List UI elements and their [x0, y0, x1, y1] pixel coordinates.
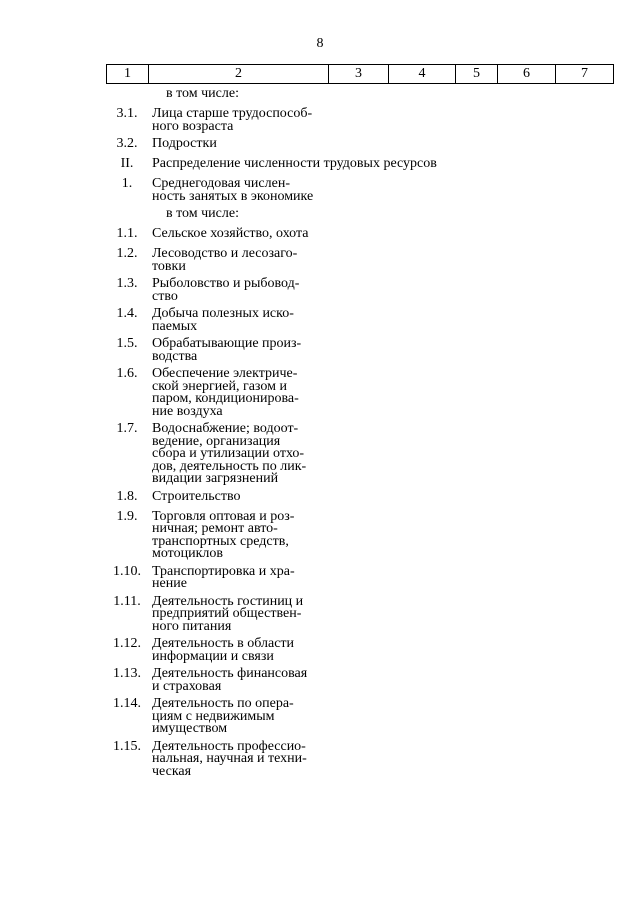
- row-label-line: Подростки: [152, 136, 217, 151]
- table-body: [0, 88, 640, 783]
- row-label-line: товки: [152, 258, 186, 274]
- row-number: 3.2.: [116, 136, 138, 151]
- table-row: [0, 593, 640, 634]
- row-label-line: сбора и утилизации отхо-: [152, 446, 305, 461]
- row-label: [152, 178, 332, 203]
- row-number: 1.12.: [113, 636, 141, 651]
- row-number: 1.4.: [116, 306, 138, 321]
- row-label-line: в том числе:: [166, 206, 239, 221]
- row-label-line: Рыболовство и рыбовод-: [152, 276, 300, 291]
- row-label-line: Деятельность гостиниц и: [152, 593, 304, 609]
- row-number: 1.10.: [113, 563, 141, 579]
- table-row: [0, 138, 640, 153]
- row-label: [152, 668, 332, 693]
- table-row: [0, 698, 640, 736]
- row-number: 3.1.: [116, 106, 138, 121]
- row-label-line: ческая: [152, 763, 192, 779]
- row-label-line: ного возраста: [152, 118, 234, 134]
- table-row: [0, 308, 640, 333]
- row-label: [152, 638, 332, 663]
- row-number: 1.8.: [116, 488, 138, 504]
- row-label: [152, 338, 332, 363]
- page-number: 8: [316, 36, 324, 51]
- row-label-line: Обеспечение электриче-: [152, 366, 298, 381]
- row-label-line: предприятий обществен-: [152, 606, 302, 621]
- row-label-line: ведение, организация: [152, 433, 281, 449]
- table-row: [0, 178, 640, 203]
- row-label-line: Сельское хозяйство, охота: [152, 226, 309, 241]
- row-label-line: ность занятых в экономике: [152, 188, 314, 204]
- row-number: 1.5.: [116, 336, 138, 351]
- column-header-6: 6: [498, 65, 556, 84]
- row-label: [152, 593, 332, 634]
- column-header-1: 1: [107, 65, 149, 84]
- row-label-line: Деятельность в области: [152, 636, 295, 651]
- row-number: 1.2.: [116, 246, 138, 261]
- row-label-line: дов, деятельность по лик-: [152, 458, 307, 474]
- row-label: [152, 368, 332, 418]
- row-number: 1.11.: [113, 593, 141, 609]
- row-label-line: ние воздуха: [152, 403, 223, 419]
- row-label: [152, 698, 332, 736]
- row-label: [152, 138, 332, 151]
- row-label-line: транспортных средств,: [152, 533, 289, 549]
- row-label-line: Торговля оптовая и роз-: [152, 508, 295, 524]
- column-header-2: 2: [149, 65, 329, 84]
- row-number: 1.9.: [116, 508, 138, 524]
- row-label-line: нальная, научная и техни-: [152, 751, 307, 766]
- row-label: [152, 108, 332, 133]
- row-number: 1.15.: [113, 738, 141, 754]
- table-row: [0, 228, 640, 243]
- column-header-5: 5: [456, 65, 498, 84]
- row-label-line: в том числе:: [166, 86, 239, 101]
- row-label: [166, 88, 346, 101]
- table-row: [0, 208, 640, 223]
- row-label-line: ство: [152, 288, 178, 304]
- row-number: 1.13.: [113, 666, 141, 681]
- column-header-4: 4: [389, 65, 456, 84]
- row-label-line: ской энергией, газом и: [152, 378, 287, 394]
- row-label: [152, 158, 492, 171]
- row-label-line: ничная; ремонт авто-: [152, 521, 278, 536]
- row-label: [166, 208, 346, 221]
- column-header-row: [106, 64, 614, 84]
- table-row: [0, 158, 640, 173]
- row-label: [152, 423, 332, 486]
- row-label-line: водства: [152, 348, 198, 364]
- row-label-line: мотоциклов: [152, 546, 223, 561]
- table-row: [0, 638, 640, 663]
- table-row: [0, 338, 640, 363]
- row-label-line: Добыча полезных иско-: [152, 306, 294, 321]
- row-label-line: Транспортировка и хра-: [152, 563, 295, 579]
- table-row: [0, 668, 640, 693]
- row-label: [152, 563, 332, 591]
- row-label-line: паемых: [152, 318, 198, 334]
- table-row: [0, 423, 640, 486]
- table-row: [0, 248, 640, 273]
- table-row: [0, 368, 640, 418]
- column-header-3: 3: [329, 65, 389, 84]
- table-row: [0, 488, 640, 506]
- table-row: [0, 563, 640, 591]
- row-label-line: информации и связи: [152, 648, 274, 664]
- table-row: [0, 278, 640, 303]
- row-label: [152, 308, 332, 333]
- row-number: 1.7.: [116, 421, 138, 436]
- row-label-line: Деятельность по опера-: [152, 696, 294, 711]
- row-number: 1.: [121, 176, 133, 191]
- row-label: [152, 488, 332, 504]
- row-label-line: Деятельность финансовая: [152, 666, 308, 681]
- row-label-line: Обрабатывающие произ-: [152, 336, 302, 351]
- row-label: [152, 738, 332, 779]
- row-label-line: Лица старше трудоспособ-: [152, 106, 313, 121]
- row-label: [152, 278, 332, 303]
- row-label-line: Деятельность профессио-: [152, 738, 306, 754]
- row-label-line: Лесоводство и лесозаго-: [152, 246, 298, 261]
- row-label-line: ного питания: [152, 618, 232, 634]
- column-header-7: 7: [556, 65, 614, 84]
- row-number: 1.3.: [116, 276, 138, 291]
- row-label-line: Водоснабжение; водоот-: [152, 421, 299, 436]
- row-number: II.: [120, 156, 134, 171]
- row-number: 1.14.: [113, 696, 141, 711]
- row-label: [152, 248, 332, 273]
- table-row: [0, 108, 640, 133]
- row-number: 1.6.: [116, 366, 138, 381]
- row-label-line: и страховая: [152, 678, 222, 694]
- row-label-line: паром, кондиционирова-: [152, 391, 299, 406]
- row-label-line: Среднегодовая числен-: [152, 176, 290, 191]
- row-label-line: имуществом: [152, 721, 228, 736]
- row-number: 1.1.: [116, 226, 138, 241]
- row-label-line: нение: [152, 576, 187, 591]
- row-label-line: Распределение численности трудовых ресурсов: [152, 156, 437, 171]
- table-row: [0, 738, 640, 779]
- row-label-line: циям с недвижимым: [152, 708, 275, 724]
- row-label-line: видации загрязнений: [152, 471, 279, 486]
- row-label: [152, 508, 332, 561]
- row-label-line: Строительство: [152, 488, 241, 504]
- row-label: [152, 228, 332, 241]
- table-row: [0, 508, 640, 561]
- table-row: [0, 88, 640, 103]
